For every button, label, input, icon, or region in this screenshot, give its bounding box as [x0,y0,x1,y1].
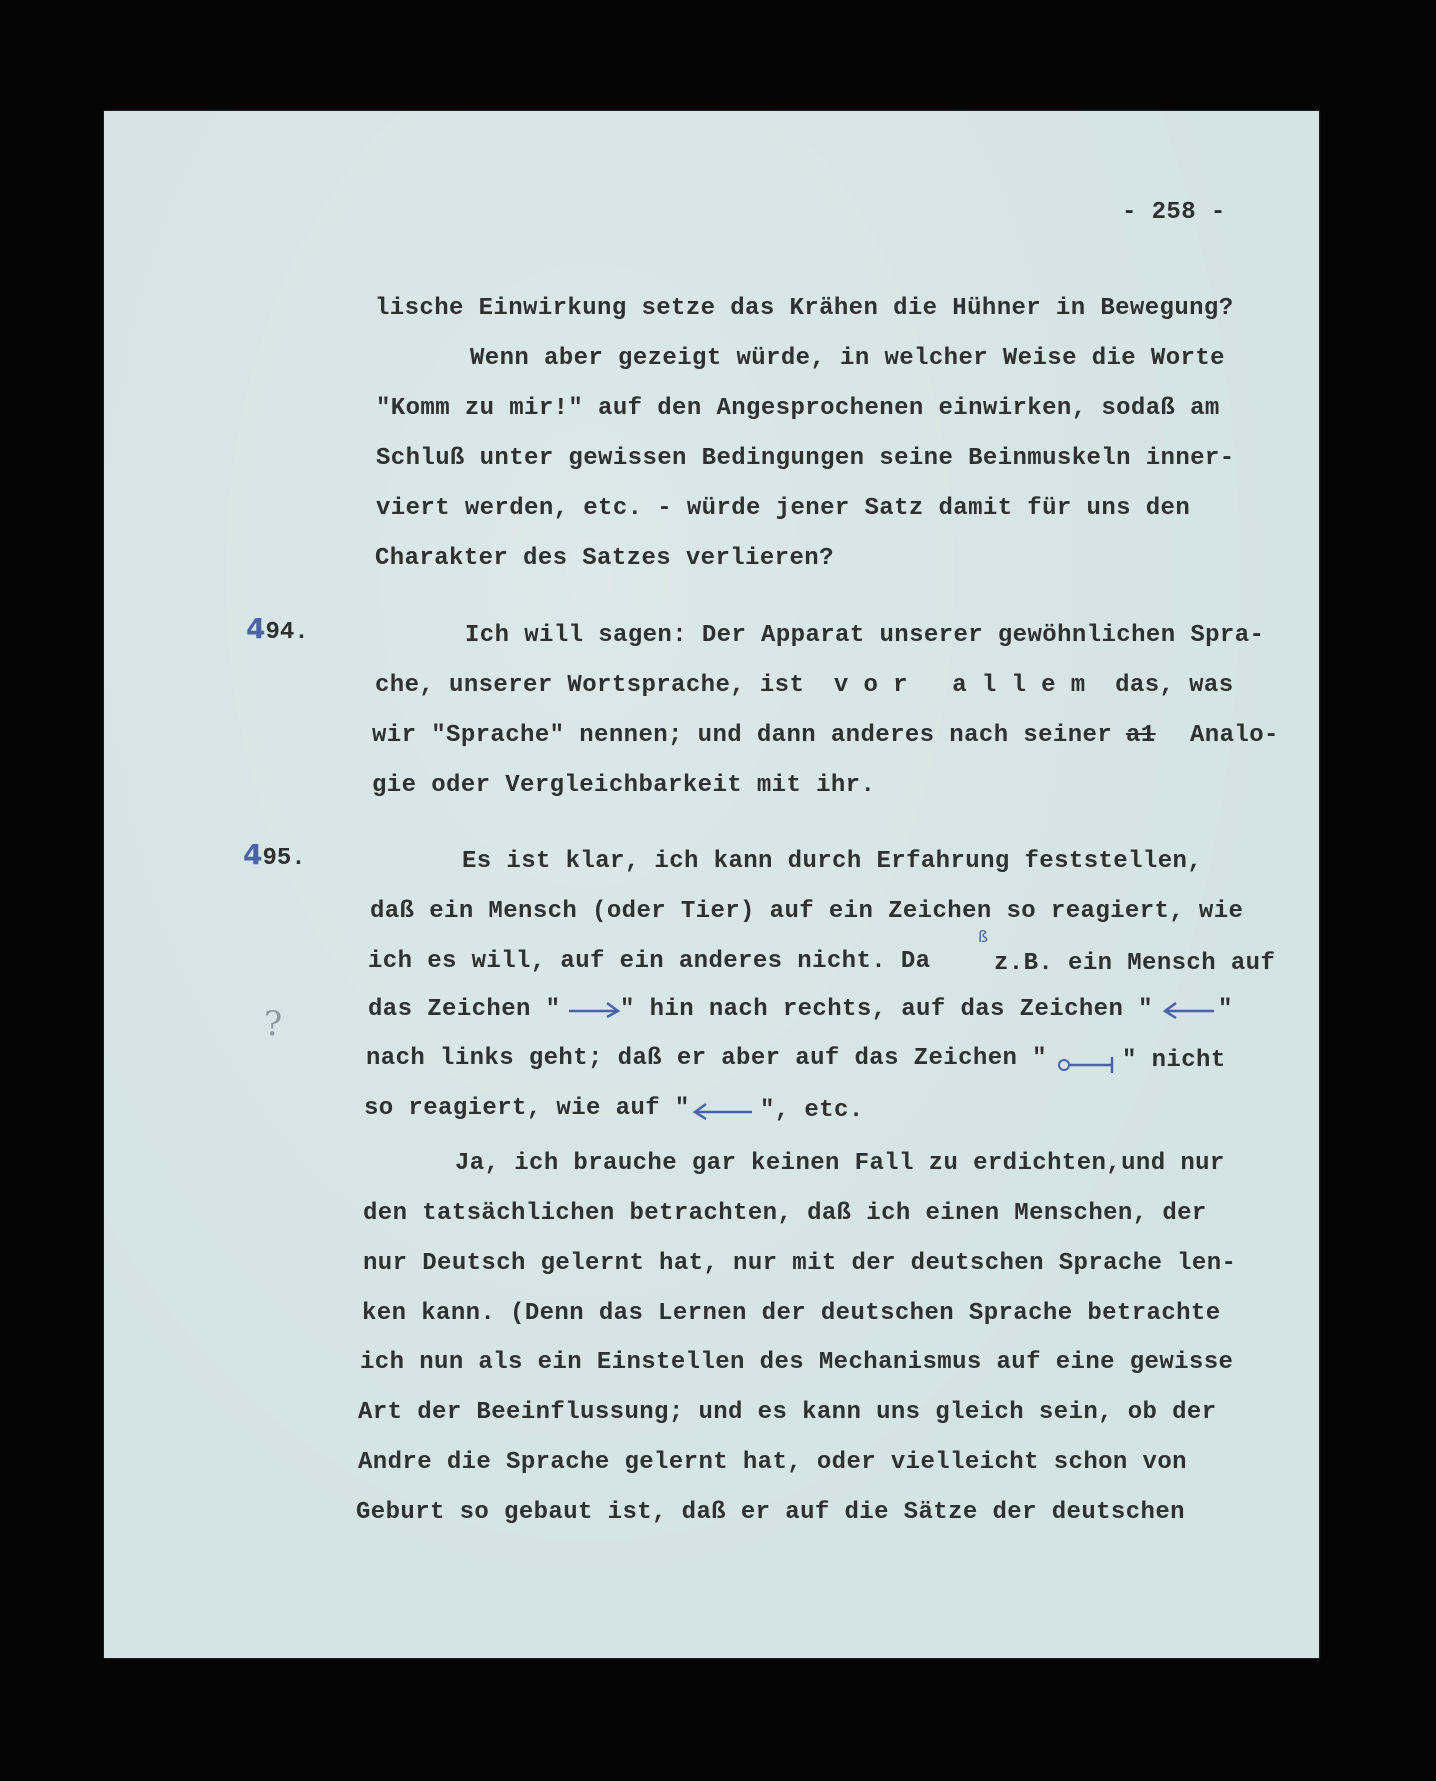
circle-arrow-icon [1052,1053,1122,1077]
section-number: 494. [246,612,309,646]
text-line: Ja, ich brauche gar keinen Fall zu erdichten,und nur [455,1150,1225,1177]
text-line: ", etc. [760,1097,864,1124]
text-line: Schluß unter gewissen Bedingungen seine Beinmuskeln inner- [376,445,1235,472]
text-line: so reagiert, wie auf " [364,1095,690,1122]
text-line: Charakter des Satzes verlieren? [375,545,834,572]
text-line: ich es will, auf ein anderes nicht. Da [368,948,931,975]
text-line: Art der Beeinflussung; und es kann uns gleich sein, ob der [358,1399,1217,1426]
page-number: - 258 - [1122,199,1226,226]
text-line: Geburt so gebaut ist, daß er auf die Sätze der deutschen [356,1499,1185,1526]
text-line: Ich will sagen: Der Apparat unserer gewöhnlichen Spra- [465,622,1265,649]
text-line: Wenn aber gezeigt würde, in welcher Weise die Worte [470,345,1225,372]
text-line: " nicht [1122,1047,1226,1074]
text-line: das Zeichen " [368,996,561,1023]
text-line: nur Deutsch gelernt hat, nur mit der deutschen Sprache len- [363,1250,1237,1277]
text-line: ich nun als ein Einstellen des Mechanismus auf eine gewisse [360,1349,1234,1376]
handwritten-correction: ß [978,927,989,946]
left-arrow-icon [688,1100,758,1124]
text-line: "Komm zu mir!" auf den Angesprochenen einwirken, sodaß am [376,395,1220,422]
section-number: 495. [243,838,306,872]
text-line: wir "Sprache" nennen; und dann anderes nach seiner [372,722,1113,749]
text-line: " hin nach rechts, auf das Zeichen " [620,996,1153,1023]
text-line: " [1218,996,1233,1023]
text-line: den tatsächlichen betrachten, daß ich einen Menschen, der [363,1200,1207,1227]
left-arrow-icon [1160,999,1218,1023]
text-line: nach links geht; daß er aber auf das Zeichen " [366,1045,1047,1072]
text-line: Andre die Sprache gelernt hat, oder vielleicht schon von [358,1449,1187,1476]
struck-text: a1 [1126,722,1156,749]
text-line: z.B. ein Mensch auf [994,950,1276,977]
text-line: che, unserer Wortsprache, ist v o r a l l e m das, was [375,672,1234,699]
text-line: Analo- [1190,722,1279,749]
margin-question-mark: ? [264,1004,283,1044]
text-line: daß ein Mensch (oder Tier) auf ein Zeichen so reagiert, wie [370,898,1244,925]
text-line: viert werden, etc. - würde jener Satz damit für uns den [376,495,1191,522]
text-line: ken kann. (Denn das Lernen der deutschen Sprache betrachte [362,1300,1221,1327]
text-line: Es ist klar, ich kann durch Erfahrung feststellen, [462,848,1203,875]
text-line: lische Einwirkung setze das Krähen die Hühner in Bewegung? [375,295,1234,322]
right-arrow-icon [565,997,623,1021]
text-line: gie oder Vergleichbarkeit mit ihr. [372,772,876,799]
